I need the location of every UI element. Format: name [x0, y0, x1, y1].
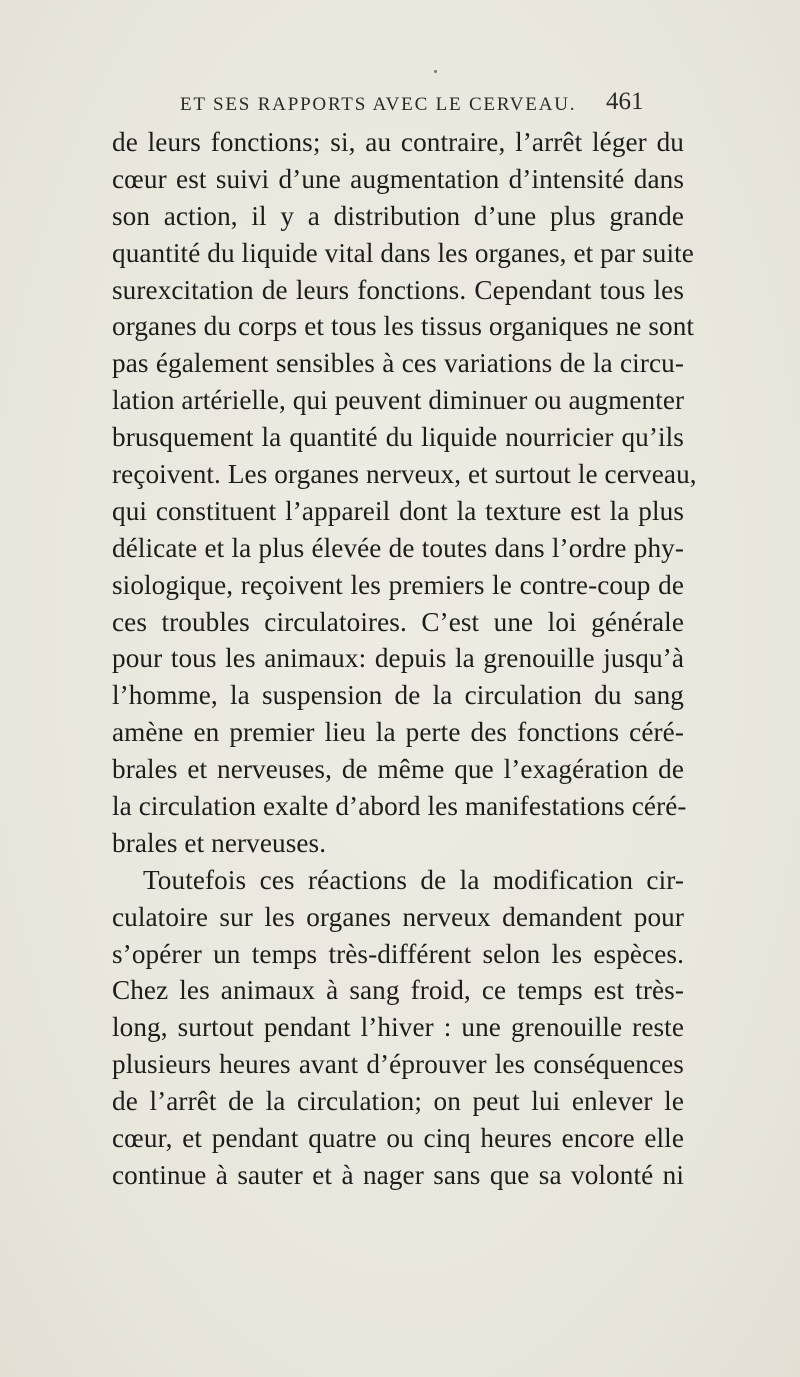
- paragraph: [112, 862, 684, 1194]
- text-line: qui constituent l’appareil dont la texture est la plus: [112, 495, 684, 526]
- text-line: reçoivent. Les organes nerveux, et surtout le cerveau,: [112, 459, 697, 490]
- text-line: amène en premier lieu la perte des fonctions céré-: [112, 717, 684, 748]
- text-line: long, surtout pendant l’hiver : une grenouille reste: [112, 1012, 684, 1043]
- text-line: délicate et la plus élevée de toutes dans l’ordre phy-: [112, 532, 684, 563]
- text-line: brusquement la quantité du liquide nourricier qu’ils: [112, 422, 684, 453]
- paragraph: [112, 124, 697, 862]
- text-line: de l’arrêt de la circulation; on peut lui enlever le: [112, 1086, 684, 1117]
- text-line: quantité du liquide vital dans les organes, et par suite: [112, 237, 694, 268]
- text-line: de leurs fonctions; si, au contraire, l’arrêt léger du: [112, 127, 684, 157]
- text-line: Chez les animaux à sang froid, ce temps est très-: [112, 975, 684, 1006]
- text-line: pas également sensibles à ces variations de la circu-: [112, 348, 684, 379]
- text-line: continue à sauter et à nager sans que sa volonté ni: [112, 1159, 684, 1190]
- text-line: s’opérer un temps très-différent selon les espèces.: [112, 938, 684, 969]
- text-line: surexcitation de leurs fonctions. Cependant tous les: [112, 274, 684, 305]
- text-line: pour tous les animaux: depuis la grenouille jusqu’à: [112, 643, 684, 674]
- text-line: lation artérielle, qui peuvent diminuer ou augmenter: [112, 385, 685, 416]
- text-line: brales et nerveuses.: [112, 827, 327, 858]
- text-line: l’homme, la suspension de la circulation du sang: [112, 680, 684, 711]
- text-line: plusieurs heures avant d’éprouver les conséquences: [112, 1049, 684, 1080]
- text-line: brales et nerveuses, de même que l’exagération de: [112, 754, 684, 785]
- ink-speck: [434, 70, 437, 73]
- running-head: ET SES RAPPORTS AVEC LE CERVEAU.: [180, 94, 577, 115]
- text-line: cœur est suivi d’une augmentation d’intensité dans: [112, 163, 684, 194]
- text-line: ces troubles circulatoires. C’est une loi générale: [112, 606, 684, 637]
- text-line: son action, il y a distribution d’une plus grande: [112, 200, 684, 231]
- body-text: [112, 124, 697, 1194]
- text-line: Toutefois ces réactions de la modification cir-: [143, 864, 684, 895]
- text-line: culatoire sur les organes nerveux demandent pour: [112, 901, 684, 932]
- page-number: 461: [606, 88, 644, 115]
- text-line: cœur, et pendant quatre ou cinq heures encore elle: [112, 1123, 684, 1154]
- text-line: siologique, reçoivent les premiers le contre-coup de: [112, 569, 684, 600]
- text-line: la circulation exalte d’abord les manifestations céré-: [112, 791, 687, 822]
- text-line: organes du corps et tous les tissus organiques ne sont: [112, 311, 695, 342]
